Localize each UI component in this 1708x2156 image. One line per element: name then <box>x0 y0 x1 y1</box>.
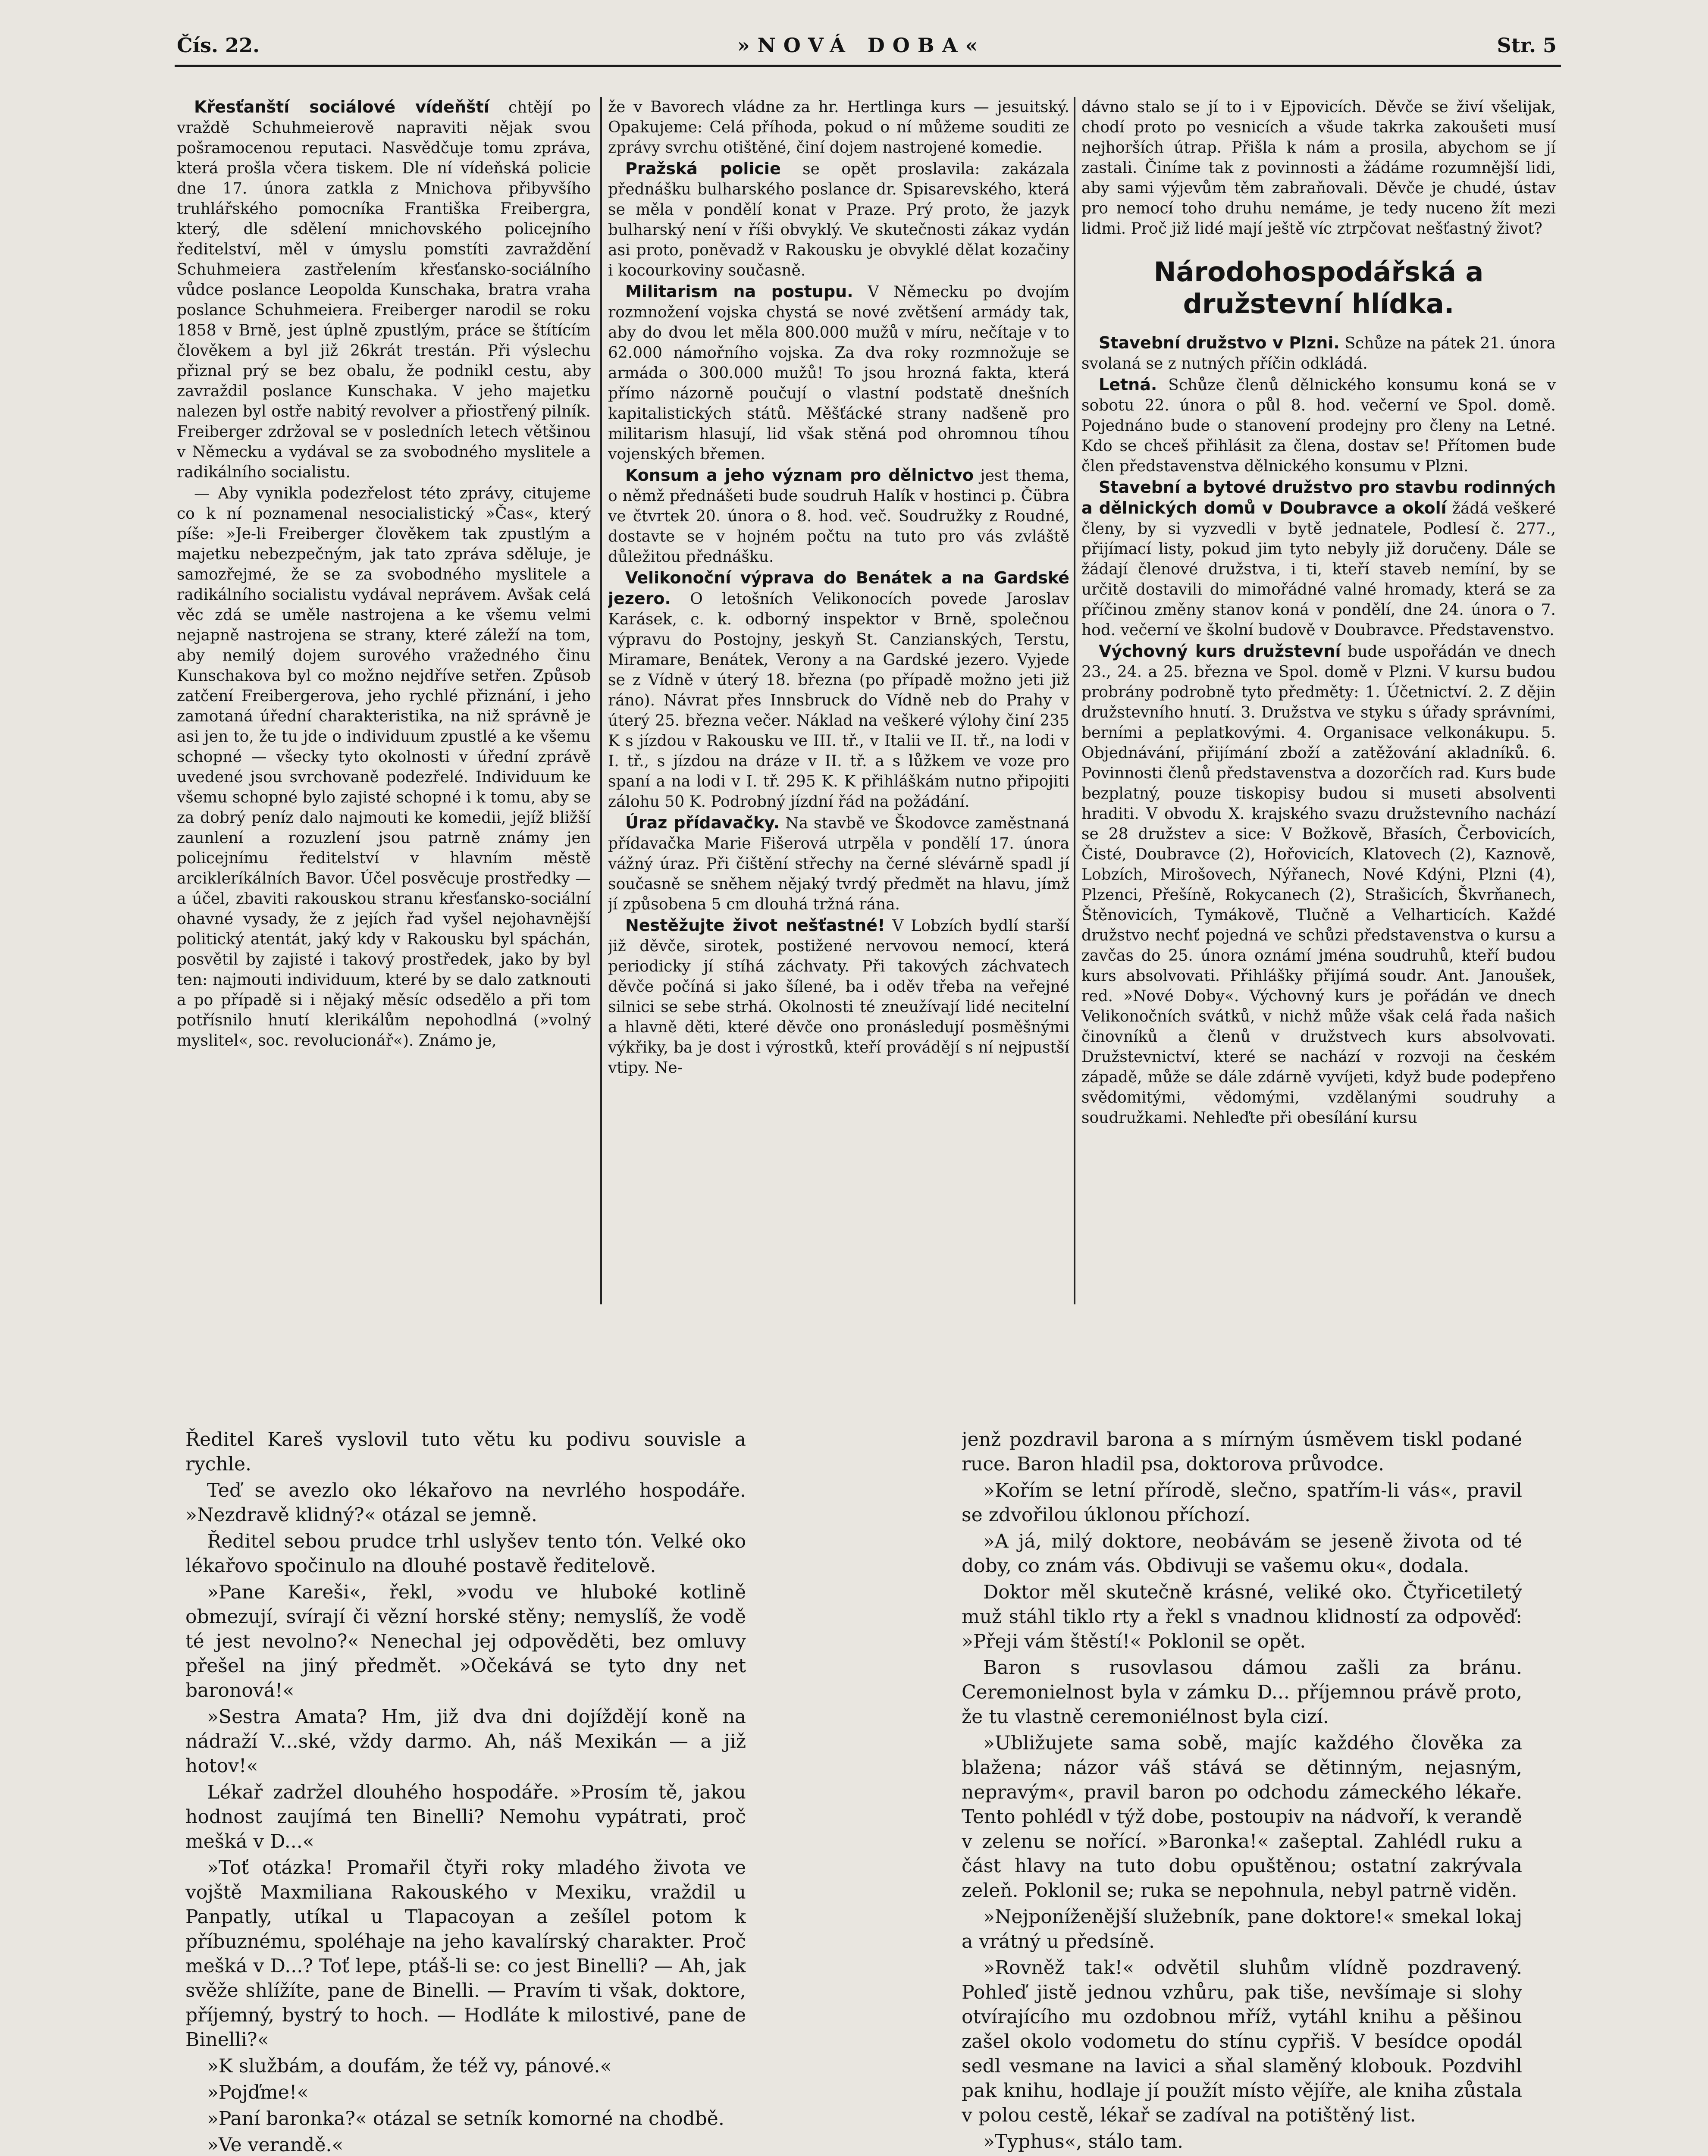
news-item <box>608 568 1069 812</box>
news-text: V Německu po dvojím rozmnožení vojska chystá se nové zvětšení armády tak, aby do dvou let měla 800.000 mužů v míru, nečítaje v to 62.000 námořního vojska. Za dva roky rozmnožuje se armáda o 300.000 mužů! To jsou hrozná fakta, která přímo názorně poučují o vlastní podstatě dnešních kapitalistických států. Měšťácké strany nadšeně pro militarism hlasují, lid však stěná pod ohromnou tíhou vojenských břemen. <box>608 283 1069 463</box>
news-text: že v Bavorech vládne za hr. Hertlinga kurs — jesuitský. Opakujeme: Celá příhoda, pokud o ní můžeme souditi ze zprávy svrchu otištěné, činí dojem nastrojené komedie. <box>608 98 1069 157</box>
column-divider <box>600 97 602 1304</box>
news-text: O letošních Velikonocích povede Jaroslav Karásek, c. k. odborný inspektor v Brně, společnou výpravu do Postojny, jeskyň St. Canzianských, Terstu, Miramare, Benátek, Verony a na Gardské jezero. Vyjede se z Vídně v úterý 18. března (po případě možno jeti již ráno). Návrat přes Innsbruck do Vídně neb do Prahy v úterý 25. března večer. Náklad na veškeré výlohy činí 235 K s jízdou v Rakousku ve III. tř., v Italii ve II. tř., na lodi v I. tř., s jízdou na dráze v II. tř. a s lůžkem ve voze pro spaní a na lodi v I. tř. 295 K. K přihláškám nutno připojiti zálohu 50 K. Podrobný jízdní řád na požádání. <box>608 590 1069 811</box>
news-headline: Výchovný kurs družstevní <box>1099 642 1341 661</box>
news-item <box>608 97 1069 158</box>
news-headline: Úraz přídavačky. <box>625 813 780 832</box>
novel-column-left <box>185 1427 746 2156</box>
news-headline: Stavební a bytové družstvo pro stavbu rodinných a dělnických domů v Doubravce a okolí <box>1081 478 1556 517</box>
news-text: dávno stalo se jí to i v Ejpovicích. Děvče se živí všelijak, chodí proto po vesnicích a všude takrka zakoušeti musí nejhorších útrap. Přišla k nám a prosila, abychom se jí zastali. Činíme tak z povinnosti a žádáme rozumnější lidi, aby sami výjevům těm zabraňovali. Děvče je chudé, ústav pro nemocí toho druhu nemáme, je tedy nuceno žít mezi lidmi. Proč již lidé mají ještě víc ztrpčovat nešťastný život? <box>1081 98 1556 238</box>
news-item <box>1081 333 1556 374</box>
novel-paragraph: »Pojďme!« <box>207 2081 309 2103</box>
news-item <box>1081 97 1556 239</box>
news-headline: Stavební družstvo v Plzni. <box>1099 333 1340 352</box>
novel-paragraph: jenž pozdravil barona a s mírným úsměvem tiskl podané ruce. Baron hladil psa, doktorova průvodce. <box>962 1429 1522 1475</box>
novel-paragraph: »Ubližujete sama sobě, majíc každého člověka za blaženа; názor váš stává se dětinným, nejasným, nepravým«, pravil baron po odchodu zámeckého lékaře. Tento pohlédl v týž dobe, postoupiv na nádvoří, k verandě v zelenu se nořící. »Baronka!« zašeptal. Zahlédl ruku a část hlavy na tuto dobu opuštěnou; ostatní zakrývala zeleň. Poklonil se; ruka se nepohnula, nebyl patrně viděn. <box>962 1732 1522 1902</box>
newspaper-title: »NOVÁ DOBA« <box>737 34 986 57</box>
news-headline: Konsum a jeho význam pro dělnictvo <box>625 466 974 485</box>
column-divider <box>1074 97 1075 1304</box>
page-number: Str. 5 <box>1497 34 1557 57</box>
news-headline: Velikonoční výprava do Benátek a na Gardské jezero. <box>608 568 1069 608</box>
news-headline: Pražská policie <box>625 159 781 178</box>
novel-paragraph: »Paní baronka?« otázal se setník komorné na chodbě. <box>207 2108 724 2130</box>
news-text: se opět proslavila: zakázala přednášku bulharského poslance dr. Spisarevského, která se měla v pondělí konat v Praze. Prý proto, že jazyk bulharský není v říši obvyklý. Ve skutečnosti zákaz vydán asi proto, poněvadž v Rakousku je obvyklé dělat kozačiny i kocourkoviny současně. <box>608 160 1069 279</box>
novel-paragraph: »Typhus«, stálo tam. <box>983 2131 1184 2153</box>
news-text: bude uspořádán ve dnech 23., 24. a 25. března ve Spol. domě v Plzni. V kursu budou probrány podrobně tyto předměty: 1. Účetnictví. 2. Z dějin družstevního hnutí. 3. Družstva ve styku s úřady správními, berními a peplatkovými. 4. Organisace velkonákupu. 5. Objednávání, přijímání zboží a zatěžování akladníků. 6. Povinnosti členů představenstva a dozorčích rad. Kurs bude bezplatný, pouze tiskopisy budou si museti absolventi hraditi. V obvodu X. krajského svazu družstevního nachází se 28 družstev a sice: V Božkově, Břasích, Čerbovicích, Čisté, Doubravce (2), Hořovicích, Klatovech (2), Kaznově, Lobzích, Mirošovech, Nýřanech, Nové Kdýni, Plzni (4), Plzenci, Přešíně, Rokycanech (2), Strašicích, Škvrňanech, Štěnovicích, Tymákově, Tlučně a Velharticích. Každé družstvo nechť pojedná ve schůzi představenstva o kursu a zavčas do 25. února oznámí jména soudruhů, kteří budou kurs absolvovati. Přihlášky přijímá soudr. Ant. Janoušek, red. »Nové Doby«. Výchovný kurs je pořádán ve dnech Velikonočních svátků, v nichž může však celá řada našich činovníků a členů v družstvech kurs absolvovati. Družstevnictví, které se nachází v rozvoji na českém západě, může se dále zdárně vyvíjeti, když bude podepřeno svědomitými, vědomými, vzdělanými soudruhy a soudružkami. Nehleďte při obesílání kursu <box>1081 643 1556 1127</box>
novel-paragraph: Baron s rusovlasou dámou zašli za bránu. Ceremonielnost byla v zámku D... příjemnou právě proto, že tu vlastně ceremoniélnost byla cizí. <box>962 1657 1522 1728</box>
novel-paragraph: »Nejponíženější služebník, pane doktore!« smekal lokaj a vrátný u předsíně. <box>962 1906 1522 1952</box>
news-item <box>608 915 1069 1078</box>
news-item <box>608 282 1069 464</box>
news-headline: Křesťanští sociálové vídeňští <box>194 97 489 116</box>
novel-paragraph: Teď se avezlo oko lékařovo na nevrlého hospodáře. »Nezdravě klidný?« otázal se jemně. <box>185 1479 746 1526</box>
news-headline: Letná. <box>1099 375 1157 394</box>
news-text: Na stavbě ve Škodovce zaměstnaná přídavačka Marie Fišerová utrpěla v pondělí 17. února vážný úraz. Při čištění střechy na černé slévárně spadl jí současně se sněhem nějaký tvrdý předmět na hlavu, jímž jí způsobena 5 cm dlouhá tržná rána. <box>608 815 1069 913</box>
header-rule <box>175 65 1561 67</box>
news-text: jest thema, o němž přednášeti bude soudruh Halík v hostinci p. Čübra ve čtvrtek 20. února o 8. hod. več. Soudružky z Roudné, dostavte se v hojném počtu na tuto pro vás zvláště důležitou přednášku. <box>608 467 1069 566</box>
news-headline: Militarism na postupu. <box>625 282 853 301</box>
news-item <box>608 465 1069 567</box>
novel-paragraph: Doktor měl skutečně krásné, veliké oko. Čtyřicetiletý muž stáhl tiklo rty a řekl s vnadnou klidností za odpověď: »Přeji vám štěstí!« Poklonil se opět. <box>962 1581 1522 1652</box>
news-column-1 <box>177 97 591 1261</box>
news-text: Schůze na pátek 21. února svolaná se z nutných příčin odkládá. <box>1081 335 1556 373</box>
news-text: Schůze členů dělnického konsumu koná se v sobotu 22. února o půl 8. hod. večerní ve Spol. domě. Pojednáno bude o stanovení prodejny pro členy na Letné. Kdo se chceš přihlásit za člena, dostav se! Přítomen bude člen představenstva dělnického konsumu v Plzni. <box>1081 376 1556 475</box>
novel-paragraph: »Toť otázka! Promařil čtyři roky mladého života ve vojště Maxmiliana Rakouského v Mexiku, vraždil u Panpatly, utíkal u Tlapacoyan a zešílel potom k příbuznému, spoléhaje na jeho kavalírský charakter. Proč mešká v D...? Toť lepe, ptáš-li se: co jest Binelli? — Ah, jak svěže shlížíte, pane de Binelli. — Pravím ti však, doktore, příjemný, bystrý to hoch. — Hodláte k milostivé, pane de Binelli?« <box>185 1857 746 2051</box>
news-item <box>177 97 591 483</box>
novel-paragraph: »Sestra Amata? Hm, již dva dni dojíždějí koně na nádraží V...ské, vždy darmo. Ah, náš Mexikán — a již hotov!« <box>185 1706 746 1777</box>
novel-paragraph: »K službám, a doufám, že též vy, pánové.« <box>207 2055 612 2077</box>
novel-paragraph: »Pane Kareši«, řekl, »vodu ve hluboké kotlině obmezují, svírají či vězní horské stěny; nemyslíš, že vodě té jest nevolno?« Nenechal jej odpověděti, bez omluvy přešel na jiný předmět. »Očekává se tyto dny net baronová!« <box>185 1581 746 1702</box>
novel-paragraph: Lékař zadržel dlouhého hospodáře. »Prosím tě, jakou hodnost zaujímá ten Binelli? Nemohu vypátrati, proč mešká v D...« <box>185 1781 746 1852</box>
novel-paragraph: »A já, milý doktore, neobávám se jeseně života od té doby, co znám vás. Obdivuji se vašemu oku«, dodala. <box>962 1530 1522 1577</box>
news-column-3 <box>1081 97 1556 1261</box>
news-column-2 <box>608 97 1069 1261</box>
news-item <box>1081 375 1556 476</box>
news-item <box>608 813 1069 915</box>
novel-paragraph: Ředitel Kareš vyslovil tuto větu ku podivu souvisle a rychle. <box>185 1429 746 1475</box>
news-text: — Aby vynikla podezřelost této zprávy, citujeme co k ní poznamenal nesocialistický »Čas«, který píše: »Je-li Freiberger člověkem tak zpustlým a majetku nebezpečným, jak tato zpráva sděluje, je samozřejmé, že se za svobodného myslitele a radikálního socialistu vydával neprávem. Avšak celá věc zdá se uměle nastrojena a ke všemu velmi nejapně nastrojena se strany, které záleží na tom, aby nemilý dojem surového vražedného činu Kunschakova byl co možno nejdříve setřen. Způsob zatčení Freibergerova, jeho rychlé přiznání, i jeho zamotaná úřední charakteristika, na niž správně je asi jen to, že tu jde o individuum zpustlé a ke všemu schopné — všecky tyto okolnosti v úřední zprávě uvedené jsou svrchovaně podezřelé. Individuum ke všemu schopné bylo zajisté schopné i k tomu, aby se za dobrý peníz dalo najmouti ke komedii, jejíž bližší zaunlení a rozuzlení jsou patrně známy jen policejnímu ředitelství v hlavním městě arcikleríkálních Bavor. Účel posvěcuje prostředky — a účel, zbaviti rakouskou stranu křesťansko-sociální ohavné vysady, že z jejích řad vyšel nejohavnější politický atentát, jaký kdy v Rakousku byl spáchán, posvětil by zajisté i takový prostředek, jako by byl ten: najmouti individuum, které by se dalo zatknouti a po případě si i nějaký měsíc odsedělo a při tom potřísnilo hnutí klerikálům nepohodlná (»volný myslitel«, soc. revolucionář«). Známo je, <box>177 485 591 1050</box>
news-item <box>608 159 1069 281</box>
news-item <box>177 483 591 1051</box>
section-title: Národohospodářská a družstevní hlídka. <box>1153 256 1484 320</box>
news-text: žádá veškeré členy, by si vyzvedli v bytě jednatele, Podlesí č. 277., přijímací listy, pokud jim tyto nebyly již doručeny. Dále se žádají členové družstva, i ti, kteří staveb nemíní, by se určitě dostavili do mimořádné valné hromady, která se za příčinou změny stanov koná v pondělí, dne 24. února o 7. hod. večerní ve školní budově v Doubravce. Představenstvo. <box>1081 500 1556 639</box>
news-headline: Nestěžujte život nešťastné! <box>625 916 885 935</box>
novel-column-right <box>962 1427 1522 2156</box>
novel-paragraph: »Kořím se letní přírodě, slečno, spatřím-li vás«, pravil se zdvořilou úklonou příchozí. <box>962 1479 1522 1526</box>
news-item <box>1081 477 1556 640</box>
news-item <box>1081 641 1556 1128</box>
news-text: V Lobzích bydlí starší již děvče, sirotek, postižené nervovou nemocí, která periodicky jí stíhá záchvaty. Při takových záchvatech děvče počíná si jako šílené, ba i oděv třeba na veřejné silnici se sebe strhá. Okolnosti té zneužívají lidé necitelní a hlavně děti, které děvče ono pronásledují posměšnými výkřiky, ba je dost i výrostků, kteří provádějí s ní nejpustší vtipy. Ne- <box>608 917 1069 1077</box>
novel-paragraph: »Rovněž tak!« odvětil sluhům vlídně pozdravený. Pohleď jistě jednou vzhůru, pak tiše, nevšímaje si slohy otvírajícího mu ozdobnou mříž, vytáhl knihu a pěšinou zašel okolo vodometu do stínu cypřiš. V besídce opodál sedl vesmane na lavici a sňal slaměný klobouk. Pozdvihl pak knihu, hodlaje jí použít místo vějíře, ale kniha zůstala v polou cestě, lékař se zadíval na potištěný list. <box>962 1957 1522 2126</box>
novel-paragraph: Ředitel sebou prudce trhl uslyšev tento tón. Velké oko lékařovo spočinulo na dlouhé postavě ředitelově. <box>185 1530 746 1577</box>
issue-number: Čís. 22. <box>177 34 260 57</box>
news-text: chtějí po vraždě Schuhmeierově napraviti nějak svou pošramocenou reputaci. Nasvědčuje tomu zpráva, která prošla včera tiskem. Dle ní vídeňská policie dne 17. února zatkla z Mnichova přibyvšího truhlářského pomocníka Františka Freibergra, který, dle sdělení mnichovského policejního ředitelství, měl v úmyslu pomstíti zavraždění Schuhmeiera zastřelením křesťansko-sociálního vůdce poslance Leopolda Kunschaka, bratra vraha poslance Schuhmeiera. Freiberger narodil se roku 1858 v Brně, jest úplně zpustlým, práce se štítícím člověkem a byl již 26krát trestán. Při výslechu přiznal prý se bez obalu, že podnikl cestu, aby zavraždil poslance Kunschaka. V jeho majetku nalezen byl ostře nabitý revolver a přiostřený pilník. Freiberger zdržoval se v posledních letech většinou v Německu a vydával se za svobodného myslitele a radikálního socialistu. <box>177 99 591 481</box>
novel-paragraph: »Ve verandě.« <box>207 2134 344 2156</box>
page-header <box>177 34 1557 64</box>
